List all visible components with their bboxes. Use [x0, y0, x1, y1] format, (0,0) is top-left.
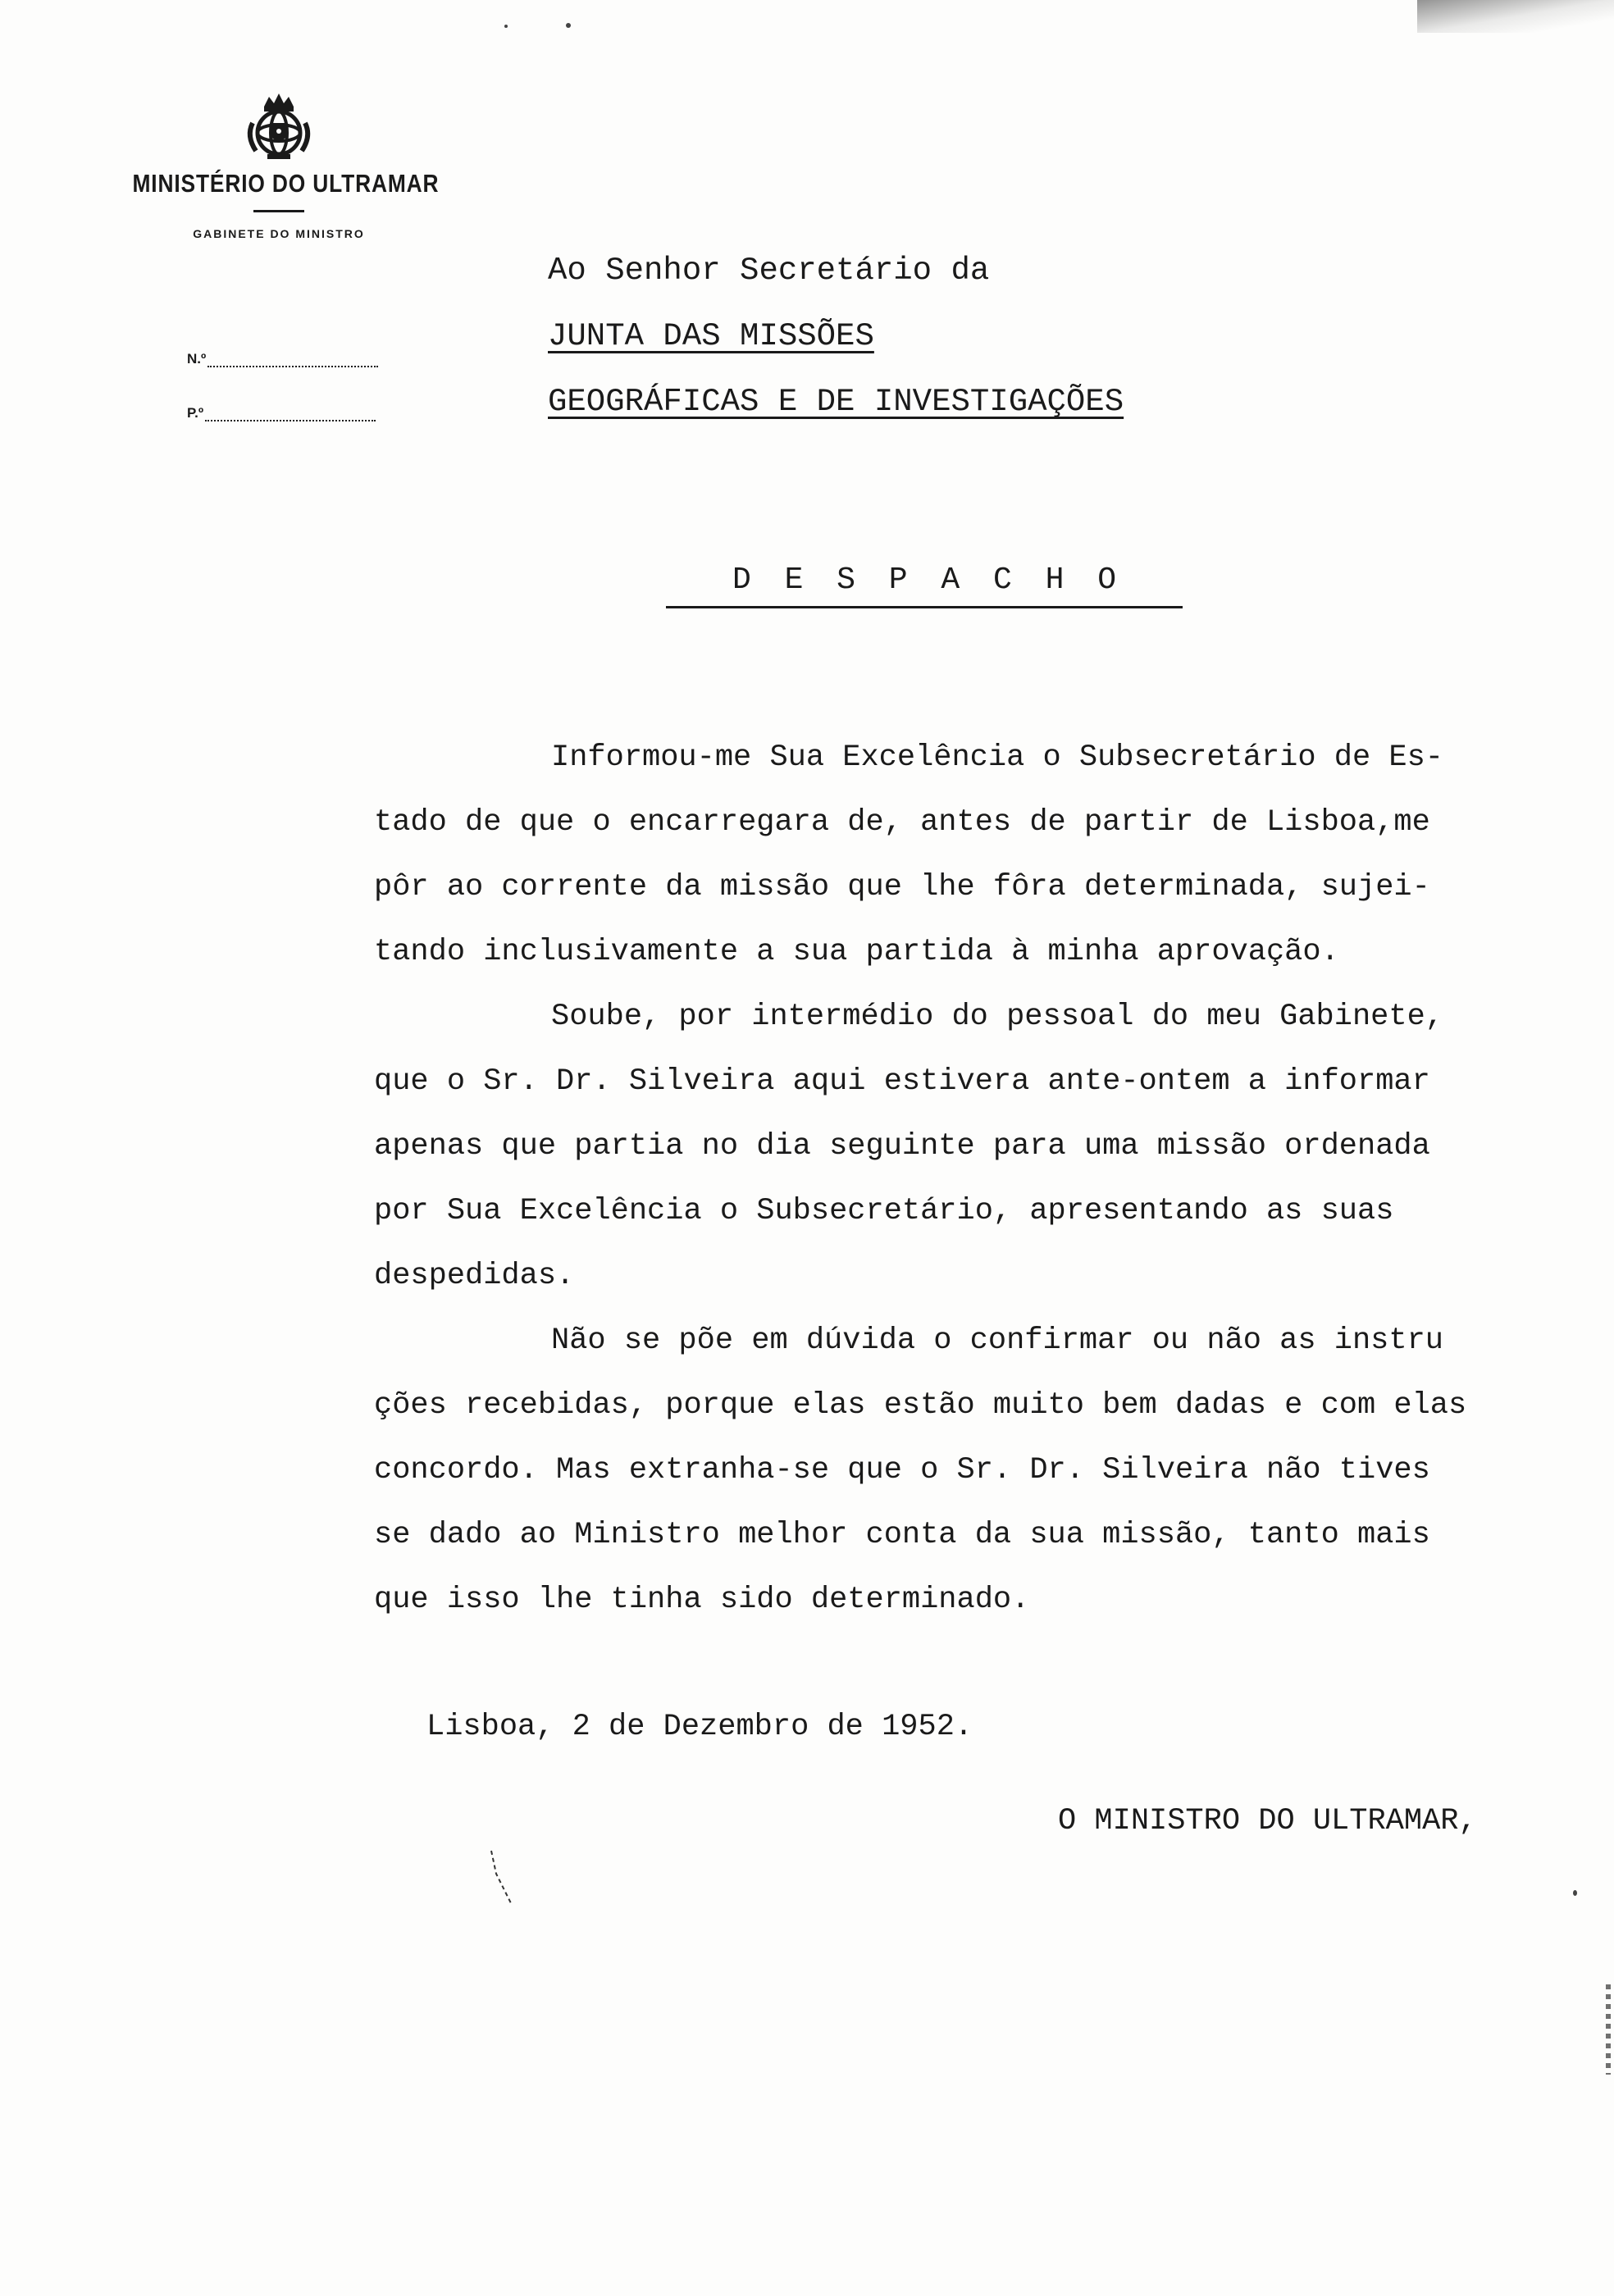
document-body	[374, 726, 1555, 1633]
scan-speck	[566, 23, 571, 28]
ref-number-field	[187, 343, 378, 367]
ref-folder-blank	[205, 405, 376, 421]
pen-mark	[488, 1849, 517, 1906]
letterhead-divider	[253, 210, 304, 212]
scan-edge-mark	[1606, 1984, 1611, 2075]
date-line: Lisboa, 2 de Dezembro de 1952.	[426, 1710, 973, 1744]
ref-folder-label: P.º	[187, 405, 204, 421]
scan-speck	[504, 25, 508, 28]
ref-folder-field	[187, 397, 378, 421]
coat-of-arms-icon	[238, 90, 320, 164]
addressee-line: JUNTA DAS MISSÕES	[548, 318, 874, 354]
scan-smudge	[1417, 0, 1614, 33]
addressee-block	[548, 238, 1124, 435]
body-paragraph: Informou-me Sua Excelência o Subsecretário de Es- tado de que o encarregara de, antes de partir de Lisboa,me pôr ao corrente da missão que lhe fôra determinada, sujei- tando inclusivamente a sua partida à minha aprovação.	[374, 740, 1443, 969]
addressee-line: Ao Senhor Secretário da	[548, 253, 990, 289]
ref-number-blank	[207, 351, 378, 367]
letterhead	[107, 90, 451, 240]
signature-line: O MINISTRO DO ULTRAMAR,	[1058, 1804, 1477, 1838]
scan-speck	[1573, 1890, 1577, 1896]
ref-number-label: N.º	[187, 351, 207, 367]
addressee-line: GEOGRÁFICAS E DE INVESTIGAÇÕES	[548, 384, 1124, 420]
body-paragraph: Não se põe em dúvida o confirmar ou não as instru ções recebidas, porque elas estão muito bem dadas e com elas concordo. Mas extranha-se que o Sr. Dr. Silveira não tives se dado ao Ministro melhor conta da sua missão, tanto mais que isso lhe tinha sido determinado.	[374, 1323, 1467, 1617]
ministry-name: MINISTÉRIO DO ULTRAMAR	[132, 169, 440, 198]
body-paragraph: Soube, por intermédio do pessoal do meu Gabinete, que o Sr. Dr. Silveira aqui estivera ante-ontem a informar apenas que partia no dia seguinte para uma missão ordenada por Sua Excelência o Subsecretário, apresentando as suas despedidas.	[374, 1000, 1443, 1293]
document-title: D E S P A C H O	[666, 563, 1183, 608]
reference-fields	[187, 343, 378, 451]
office-name: GABINETE DO MINISTRO	[193, 227, 365, 240]
